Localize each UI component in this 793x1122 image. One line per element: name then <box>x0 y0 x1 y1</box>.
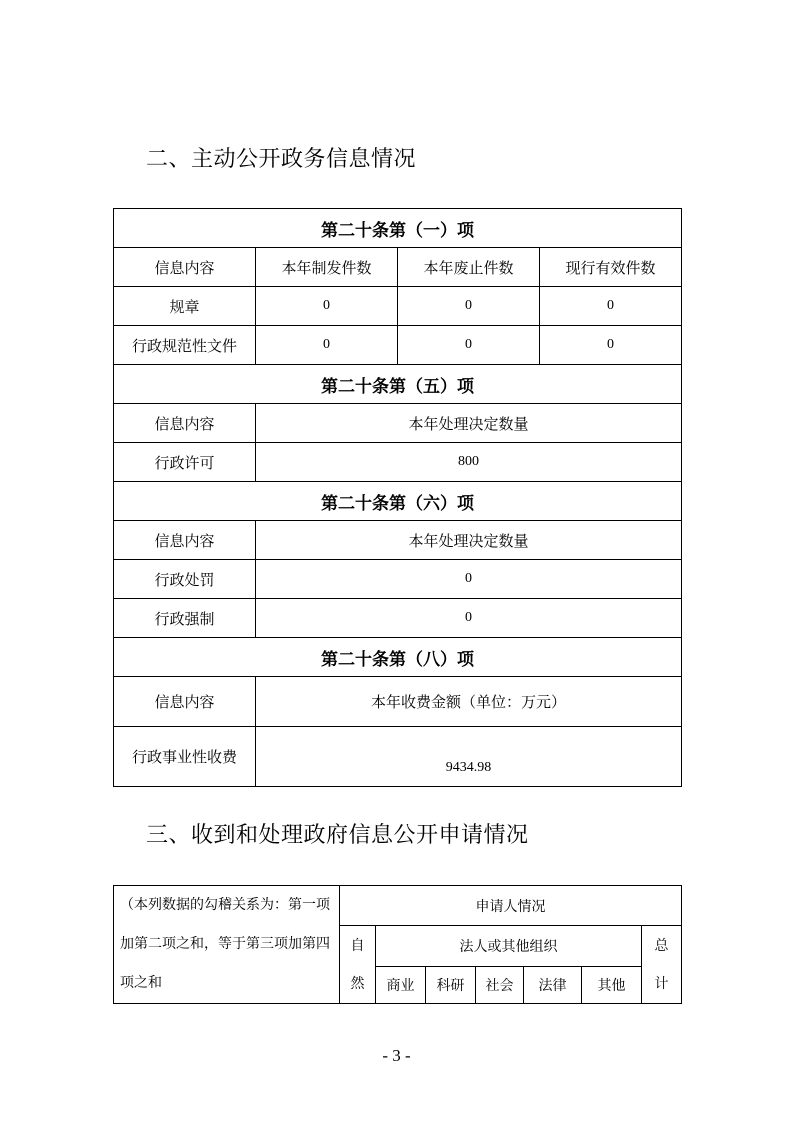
art5-title: 第二十条第（五）项 <box>114 365 682 404</box>
applicant-header: 申请人情况 <box>340 886 682 926</box>
header-cell: 本年处理决定数量 <box>256 521 682 560</box>
value-cell: 800 <box>256 443 682 482</box>
value-cell: 9434.98 <box>256 727 682 787</box>
value-cell: 0 <box>256 326 398 365</box>
header-cell: 信息内容 <box>114 521 256 560</box>
section-3-heading: 三、收到和处理政府信息公开申请情况 <box>146 823 529 848</box>
header-cell: 本年制发件数 <box>256 248 398 287</box>
art8-title: 第二十条第（八）项 <box>114 638 682 677</box>
row-label: 行政处罚 <box>114 560 256 599</box>
row-label: 行政强制 <box>114 599 256 638</box>
art1-title: 第二十条第（一）项 <box>114 209 682 248</box>
value-cell: 0 <box>398 326 540 365</box>
header-cell: 本年收费金额（单位：万元） <box>256 677 682 727</box>
value-cell: 0 <box>256 560 682 599</box>
legal-type-cell: 商业 <box>376 967 426 1004</box>
total-header: 总 计 <box>642 926 682 1004</box>
row-label: 行政规范性文件 <box>114 326 256 365</box>
application-table <box>113 885 682 1004</box>
relation-note: （本列数据的勾稽关系为：第一项加第二项之和，等于第三项加第四项之和 <box>114 886 340 1004</box>
page-number: - 3 - <box>382 1046 411 1065</box>
value-cell: 0 <box>540 326 682 365</box>
header-cell: 信息内容 <box>114 248 256 287</box>
legal-type-cell: 其他 <box>582 967 642 1004</box>
row-label: 行政许可 <box>114 443 256 482</box>
art6-title: 第二十条第（六）项 <box>114 482 682 521</box>
header-cell: 信息内容 <box>114 404 256 443</box>
header-cell: 本年废止件数 <box>398 248 540 287</box>
value-cell: 0 <box>256 287 398 326</box>
legal-type-cell: 科研 <box>426 967 476 1004</box>
header-cell: 本年处理决定数量 <box>256 404 682 443</box>
row-label: 规章 <box>114 287 256 326</box>
value-cell: 0 <box>540 287 682 326</box>
value-cell: 0 <box>398 287 540 326</box>
natural-person-header: 自 然 <box>340 926 376 1004</box>
public-info-table <box>113 208 682 787</box>
legal-type-cell: 法律 <box>524 967 582 1004</box>
value-cell: 0 <box>256 599 682 638</box>
legal-entity-header: 法人或其他组织 <box>376 926 642 967</box>
legal-type-cell: 社会 <box>476 967 524 1004</box>
row-label: 行政事业性收费 <box>114 727 256 787</box>
header-cell: 现行有效件数 <box>540 248 682 287</box>
section-2-heading: 二、主动公开政务信息情况 <box>146 147 417 172</box>
header-cell: 信息内容 <box>114 677 256 727</box>
